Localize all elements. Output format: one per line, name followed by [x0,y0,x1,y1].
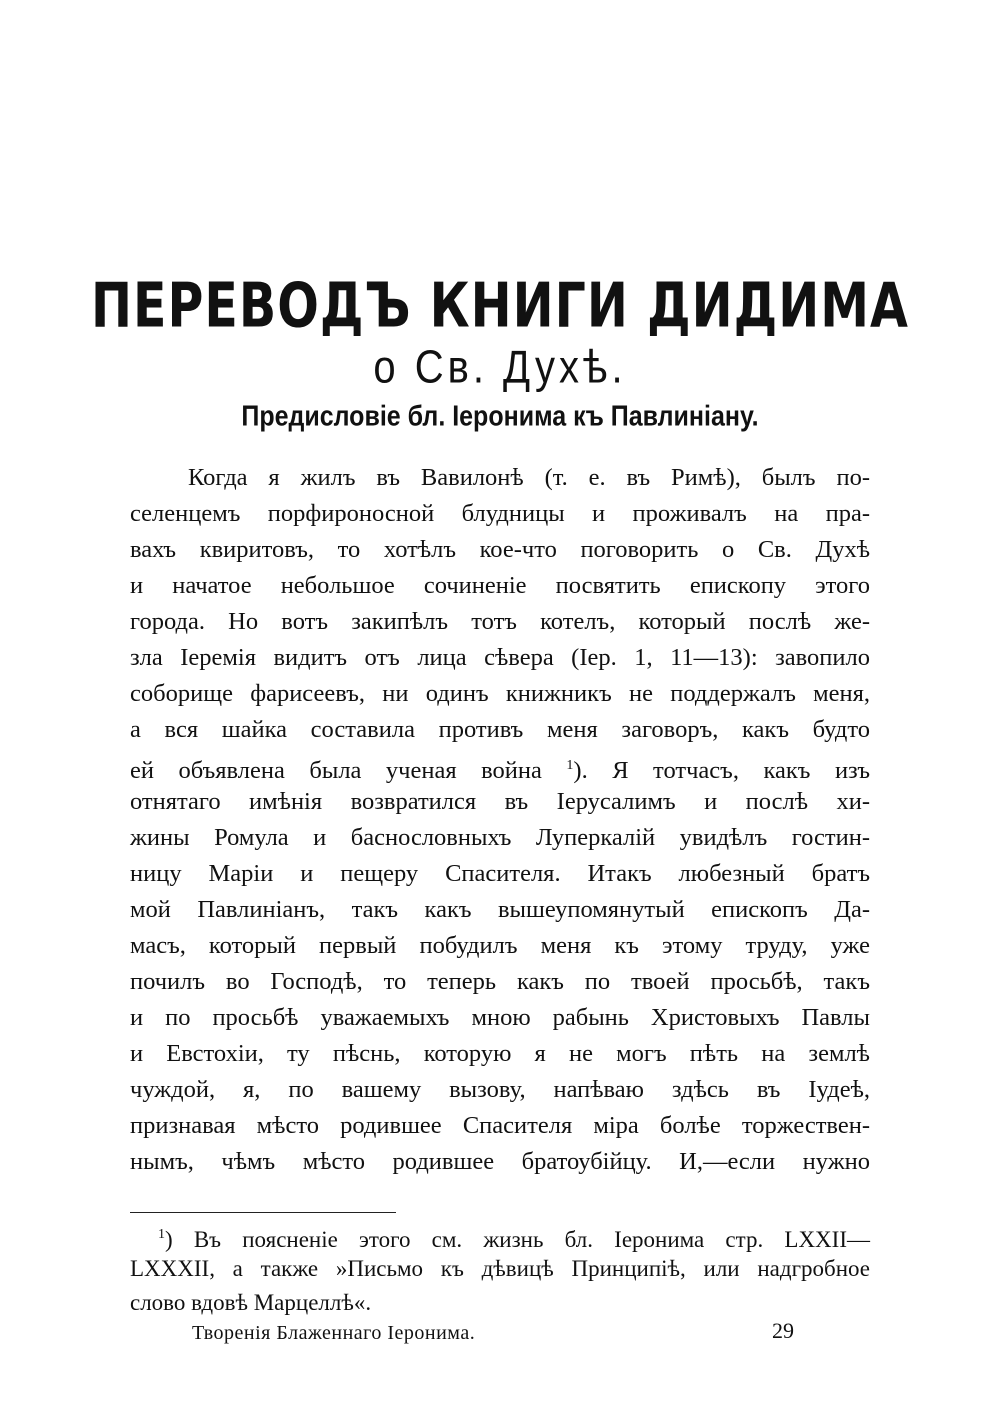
body-line-text: ей объявлена была ученая война [130,757,542,784]
body-line: жины Ромула и баснословныхъ Луперкалій увидѣлъ гостин- [130,824,870,851]
body-line: вахъ квиритовъ, то хотѣлъ кое-что поговорить о Св. Духѣ [130,536,870,563]
body-line: масъ, который первый побудилъ меня къ этому труду, уже [130,932,870,959]
footnote-line: LXXXII, а также »Письмо къ дѣвицѣ Принципіѣ, или надгробное [130,1256,870,1281]
book-title: ПЕРЕВОДЪ КНИГИ ДИДИМА [91,270,909,342]
body-line: города. Но вотъ закипѣлъ тотъ котелъ, который послѣ же- [130,608,870,635]
preface-heading: Предисловіе бл. Іеронима къ Павлиніану. [241,400,759,433]
body-line: признавая мѣсто родившее Спасителя міра болѣе торжествен- [130,1112,870,1139]
footer-book-title: Творенія Блаженнаго Іеронима. [192,1322,476,1344]
footnote-line: слово вдовѣ Марцеллѣ«. [130,1290,372,1315]
body-line: соборище фарисеевъ, ни одинъ книжникъ не поддержалъ меня, [130,680,870,707]
body-line: и по просьбѣ уважаемыхъ мною рабынь Христовыхъ Павлы [130,1004,870,1031]
body-line: нымъ, чѣмъ мѣсто родившее братоубійцу. И,—если нужно [130,1148,870,1175]
body-line: и Евстохіи, ту пѣснь, которую я не могъ пѣть на землѣ [130,1040,870,1067]
footnote-line [130,1218,870,1252]
body-line: ницу Маріи и пещеру Спасителя. Итакъ любезный братъ [130,860,870,887]
book-subtitle: о Св. Духѣ. [373,342,627,393]
footnote-marker: 1 [158,1227,165,1242]
body-line: мой Павлиніанъ, такъ какъ вышеупомянутый епископъ Да- [130,896,870,923]
body-line: зла Іеремія видитъ отъ лица сѣвера (Іер. 1, 11—13): завопило [130,644,870,671]
body-line: отнятаго имѣнія возвратился въ Іерусалимъ и послѣ хи- [130,788,870,815]
body-line: селенцемъ порфироносной блудницы и проживалъ на пра- [130,500,870,527]
body-line: почилъ во Господѣ, то теперь какъ по твоей просьбѣ, такъ [130,968,870,995]
footnote-reference: 1 [566,758,574,773]
body-text [130,460,870,1180]
body-line: чуждой, я, по вашему вызову, напѣваю здѣсь въ Іудеѣ, [130,1076,870,1103]
footnote-divider [130,1212,396,1213]
body-line: Когда я жилъ въ Вавилонѣ (т. е. въ Римѣ), былъ по- [188,464,870,491]
body-line: и начатое небольшое сочиненіе посвятить епископу этого [130,572,870,599]
footnote-text: ) Въ поясненіе этого см. жизнь бл. Іеронима стр. LXXII— [165,1227,870,1252]
body-line-tail: ). Я тотчасъ, какъ изъ [573,757,870,784]
footnotes [130,1218,870,1320]
body-line-with-footnote-ref [130,748,870,784]
body-line: а вся шайка составила противъ меня заговоръ, какъ будто [130,716,870,743]
page-number: 29 [772,1318,794,1343]
